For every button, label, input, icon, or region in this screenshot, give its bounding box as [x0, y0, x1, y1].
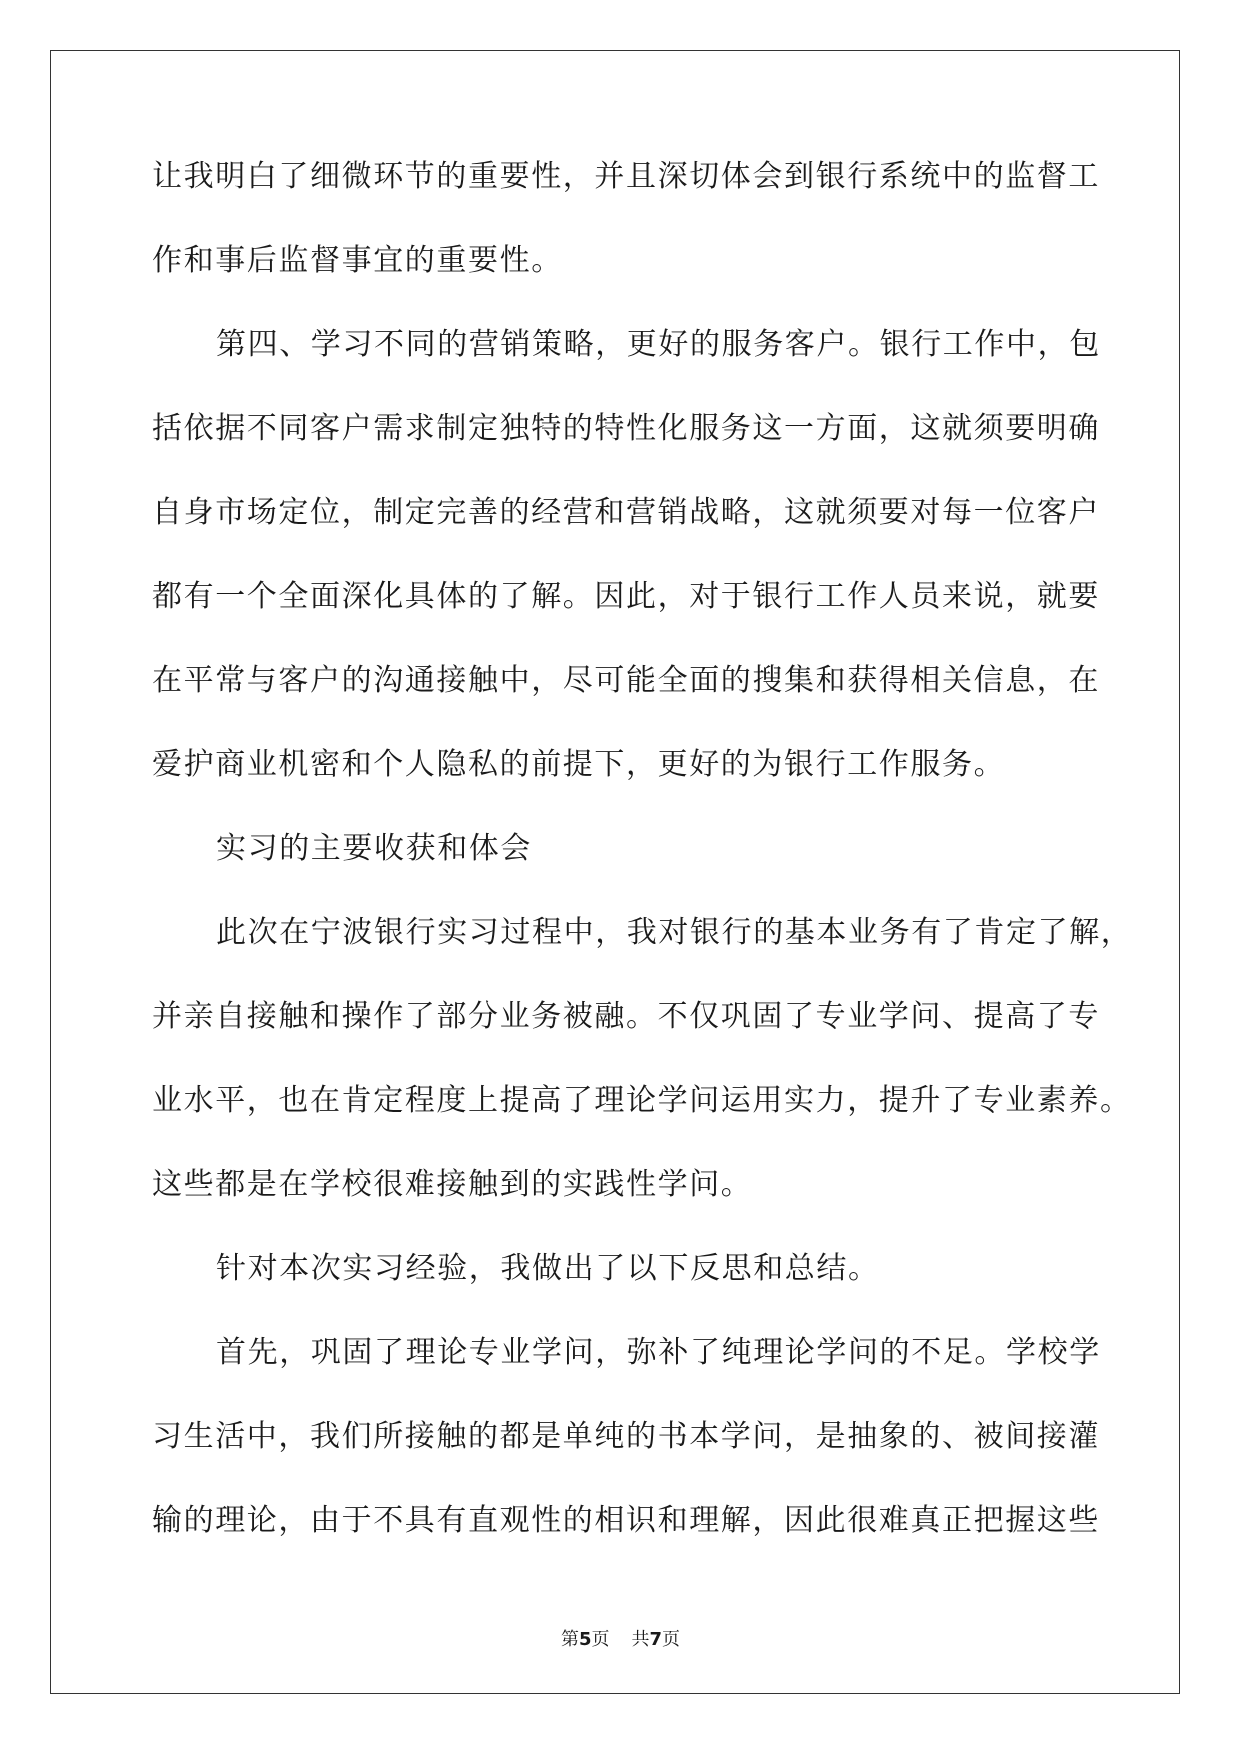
text-line: 实习的主要收获和体会	[216, 831, 532, 866]
page-suffix: 页	[591, 1629, 610, 1650]
text-line: 习生活中，我们所接触的都是单纯的书本学问，是抽象的、被间接灌	[152, 1419, 1100, 1454]
text-line: 都有一个全面深化具体的了解。因此，对于银行工作人员来说，就要	[152, 579, 1100, 614]
text-line: 针对本次实习经验，我做出了以下反思和总结。	[216, 1251, 880, 1286]
text-line: 第四、学习不同的营销策略，更好的服务客户。银行工作中，包	[216, 327, 1101, 362]
page-prefix: 第	[560, 1629, 579, 1650]
text-line: 业水平，也在肯定程度上提高了理论学问运用实力，提升了专业素养。	[152, 1083, 1132, 1118]
text-line: 括依据不同客户需求制定独特的特性化服务这一方面，这就须要明确	[152, 411, 1100, 446]
text-line: 爱护商业机密和个人隐私的前提下，更好的为银行工作服务。	[152, 747, 1006, 782]
total-prefix: 共	[631, 1629, 650, 1650]
text-line: 让我明白了细微环节的重要性，并且深切体会到银行系统中的监督工	[152, 159, 1100, 194]
text-line: 首先，巩固了理论专业学问，弥补了纯理论学问的不足。学校学	[216, 1335, 1101, 1370]
document-body	[152, 159, 1133, 1588]
text-line: 在平常与客户的沟通接触中，尽可能全面的搜集和获得相关信息，在	[152, 663, 1100, 698]
text-line: 这些都是在学校很难接触到的实践性学问。	[152, 1167, 753, 1202]
text-line: 作和事后监督事宜的重要性。	[152, 243, 563, 278]
text-line: 此次在宁波银行实习过程中，我对银行的基本业务有了肯定了解，	[216, 915, 1133, 950]
text-line: 并亲自接触和操作了部分业务被融。不仅巩固了专业学问、提高了专	[152, 999, 1100, 1034]
total-pages: 7	[649, 1629, 663, 1650]
page-number: 5	[578, 1629, 592, 1650]
text-line: 输的理论，由于不具有直观性的相识和理解，因此很难真正把握这些	[152, 1503, 1100, 1538]
page-footer	[0, 1628, 1241, 1652]
text-line: 自身市场定位，制定完善的经营和营销战略，这就须要对每一位客户	[152, 495, 1100, 530]
total-suffix: 页	[662, 1629, 681, 1650]
